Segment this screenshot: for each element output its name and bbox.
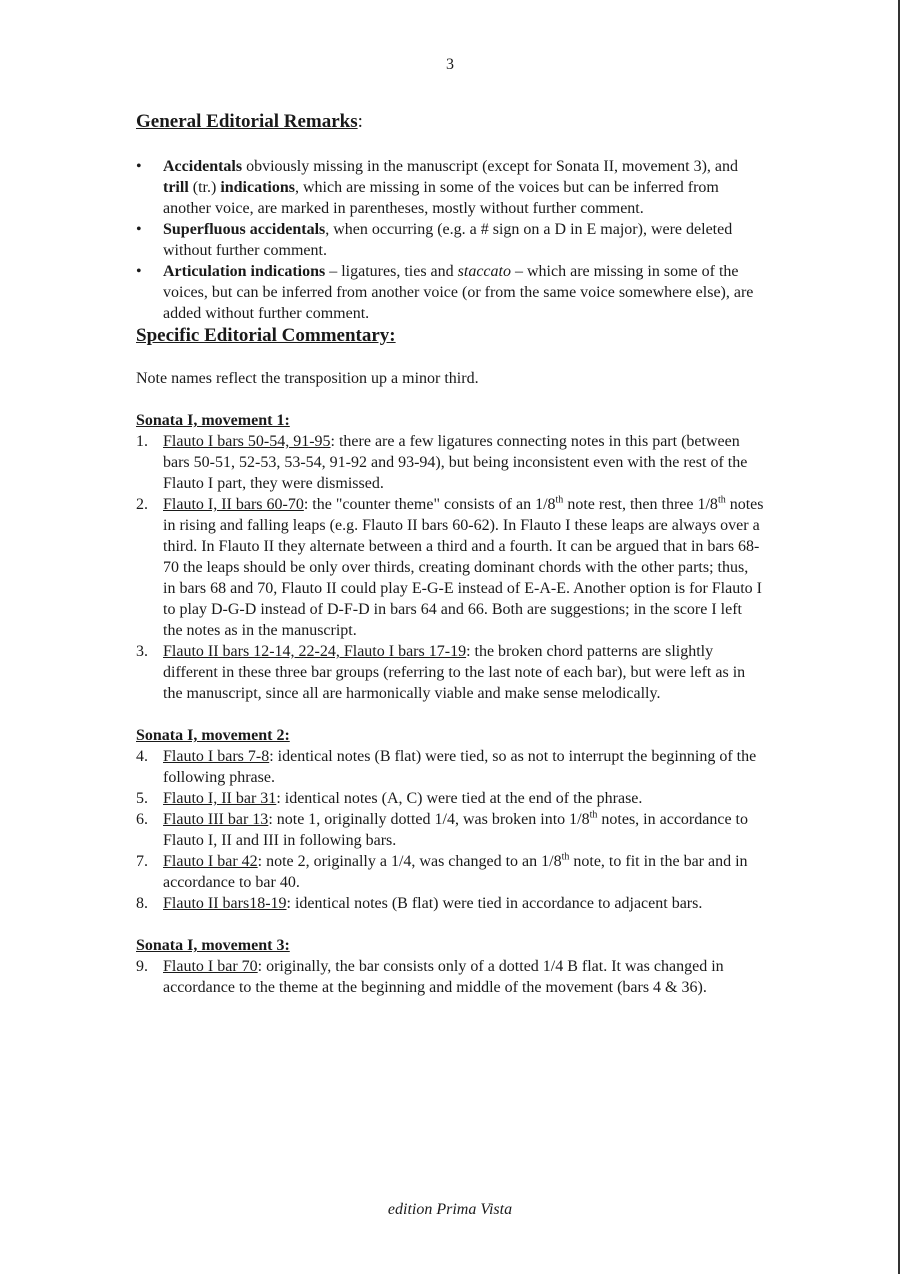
section-title: Sonata I, movement 1: <box>136 412 290 429</box>
specific-commentary-heading: Specific Editorial Commentary: <box>136 325 396 346</box>
list-item: 5. Flauto I, II bar 31: identical notes (A, C) were tied at the end of the phrase. <box>136 790 643 807</box>
commentary-list <box>136 431 764 704</box>
document-body <box>136 110 764 998</box>
list-item: 6. Flauto III bar 13: note 1, originally dotted 1/4, was broken into 1/8th notes, in accordance to Flauto I, II and III in following bars. <box>136 809 748 849</box>
intro-paragraph: Note names reflect the transposition up a minor third. <box>136 370 479 387</box>
list-item: 4. Flauto I bars 7-8: identical notes (B flat) were tied, so as not to interrupt the beginning of the following phrase. <box>136 748 757 786</box>
bar-reference: Flauto I bar 70 <box>163 958 258 975</box>
bullet-icon: • <box>136 263 142 280</box>
section-title: Sonata I, movement 2: <box>136 727 290 744</box>
list-item: 1. Flauto I bars 50-54, 91-95: there are a few ligatures connecting notes in this part (between bars 50-51, 52-53, 53-54, 91-92 and 93-94), but being inconsistent even with the rest of the Flauto I part, they were dismissed. <box>136 433 748 492</box>
list-item: • Superfluous accidentals, when occurring (e.g. a # sign on a D in E major), were deleted without further comment. <box>136 221 733 259</box>
list-item: 3. Flauto II bars 12-14, 22-24, Flauto I bars 17-19: the broken chord patterns are slightly different in these three bar groups (referring to the last note of each bar), but were left as in the manuscript, since all are harmonically viable and make sense melodically. <box>136 643 746 702</box>
bar-reference: Flauto I, II bar 31 <box>163 790 277 807</box>
bar-reference: Flauto I bars 7-8 <box>163 748 270 765</box>
general-remarks-list <box>136 156 764 324</box>
general-remarks-heading: General Editorial Remarks : <box>136 110 764 134</box>
bar-reference: Flauto II bars18-19 <box>163 895 287 912</box>
list-item: • Accidentals obviously missing in the manuscript (except for Sonata II, movement 3), and trill (tr.) indications, which are missing in some of the voices but can be inferred from another voice, are marked in parentheses, mostly without further comment. <box>136 158 739 217</box>
list-item: 2. Flauto I, II bars 60-70: the "counter theme" consists of an 1/8th note rest, then three 1/8th notes in rising and falling leaps (e.g. Flauto II bars 60-62). In Flauto I these leaps are always over a third. In Flauto II they alternate between a third and a fourth. It can be argued that in bars 68-70 the leaps should be only over thirds, creating dominant chords with the other parts; thus, in bars 68 and 70, Flauto II could play E-G-E instead of E-A-E. Another option is for Flauto I to play D-G-D instead of D-F-D in bars 64 and 66. Both are suggestions; in the score I left the notes as in the manuscript. <box>136 494 764 639</box>
bar-reference: Flauto I bar 42 <box>163 853 258 870</box>
bullet-icon: • <box>136 221 142 238</box>
bar-reference: Flauto I, II bars 60-70 <box>163 496 304 513</box>
commentary-list <box>136 956 764 998</box>
list-item: 9. Flauto I bar 70: originally, the bar consists only of a dotted 1/4 B flat. It was changed in accordance to the theme at the beginning and middle of the movement (bars 4 & 36). <box>136 958 724 996</box>
section-title: Sonata I, movement 3: <box>136 937 290 954</box>
page-number: 3 <box>446 56 454 73</box>
bullet-icon: • <box>136 158 142 175</box>
list-item: 8. Flauto II bars18-19: identical notes (B flat) were tied in accordance to adjacent bars. <box>136 895 703 912</box>
bar-reference: Flauto II bars 12-14, 22-24, Flauto I bars 17-19 <box>163 643 467 660</box>
list-item: 7. Flauto I bar 42: note 2, originally a 1/4, was changed to an 1/8th note, to fit in the bar and in accordance to bar 40. <box>136 851 748 891</box>
commentary-list <box>136 746 764 914</box>
footer-publisher: edition Prima Vista <box>387 1201 513 1218</box>
bar-reference: Flauto I bars 50-54, 91-95 <box>163 433 331 450</box>
list-item: • Articulation indications – ligatures, ties and staccato – which are missing in some of the voices, but can be inferred from another voice (or from the same voice somewhere else), are added without further comment. <box>136 263 754 322</box>
bar-reference: Flauto III bar 13 <box>163 811 269 828</box>
